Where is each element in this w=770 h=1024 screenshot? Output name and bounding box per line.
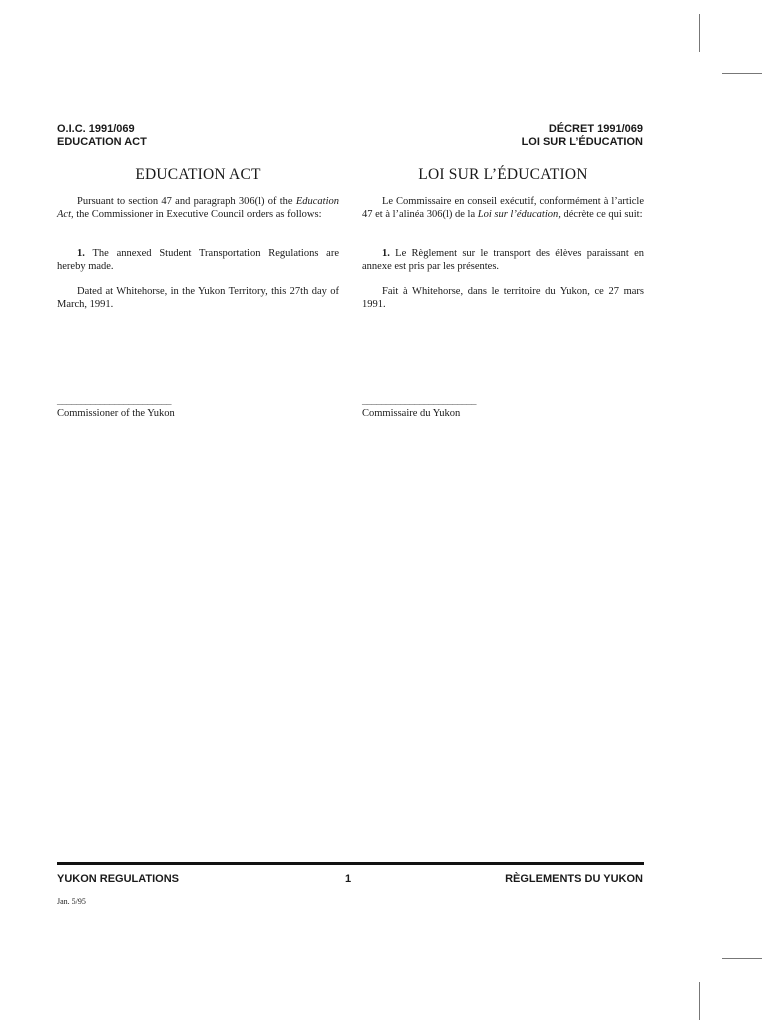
french-para-3 (362, 286, 644, 311)
english-para-1 (57, 196, 339, 221)
dated-text: Dated at Whitehorse, in the Yukon Territory, this 27th day of March, 1991. (57, 286, 339, 310)
title-english: EDUCATION ACT (135, 166, 261, 183)
footer-left: YUKON REGULATIONS (57, 873, 180, 885)
english-para-3 (57, 286, 339, 311)
act-name-en: EDUCATION ACT (57, 136, 147, 148)
english-para-2 (57, 248, 339, 273)
para-text: The annexed Student Transportation Regulations are hereby made. (57, 248, 339, 272)
header-left (57, 123, 147, 149)
section-number: 1. (382, 248, 390, 259)
para-text: Pursuant to section 47 and paragraph 306(l) of the (77, 196, 296, 207)
act-citation: Education Act (57, 196, 339, 220)
footer-right: RÈGLEMENTS DU YUKON (505, 873, 643, 885)
title-french: LOI SUR L’ÉDUCATION (418, 166, 588, 183)
dated-text: Fait à Whitehorse, dans le territoire du Yukon, ce 27 mars 1991. (362, 286, 644, 310)
decret-number: DÉCRET 1991/069 (548, 123, 643, 135)
signature-label: Commissaire du Yukon (362, 408, 461, 419)
header-right (522, 123, 643, 149)
french-para-1 (362, 196, 644, 221)
para-text: , the Commissioner in Executive Council orders as follows: (71, 208, 322, 220)
act-citation: Loi sur l’éducation, (477, 208, 561, 220)
signature-line: ________________________ (57, 395, 171, 406)
footer-rule (57, 862, 644, 865)
signature-block-french (362, 394, 476, 420)
act-name-fr: LOI SUR L’ÉDUCATION (521, 136, 643, 148)
revision-date: Jan. 5/95 (57, 897, 86, 906)
crop-mark-bottom-vertical (699, 982, 700, 1020)
para-text: Le Règlement sur le transport des élèves paraissant en annexe est pris par les présentes. (362, 248, 644, 272)
french-para-2 (362, 248, 644, 273)
section-number: 1. (77, 248, 85, 259)
crop-mark-top-horizontal (722, 73, 762, 74)
oic-number: O.I.C. 1991/069 (57, 123, 135, 135)
signature-block-english (57, 394, 175, 420)
crop-mark-top-vertical (699, 14, 700, 52)
page-number: 1 (345, 873, 352, 885)
crop-mark-bottom-horizontal (722, 958, 762, 959)
signature-line: ________________________ (362, 395, 476, 406)
para-text: décrète ce qui suit: (560, 208, 643, 220)
signature-label: Commissioner of the Yukon (57, 408, 175, 419)
para-text: Le Commissaire en conseil exécutif, conformément à l’article 47 et à l’alinéa 306(l) de la (362, 196, 644, 220)
